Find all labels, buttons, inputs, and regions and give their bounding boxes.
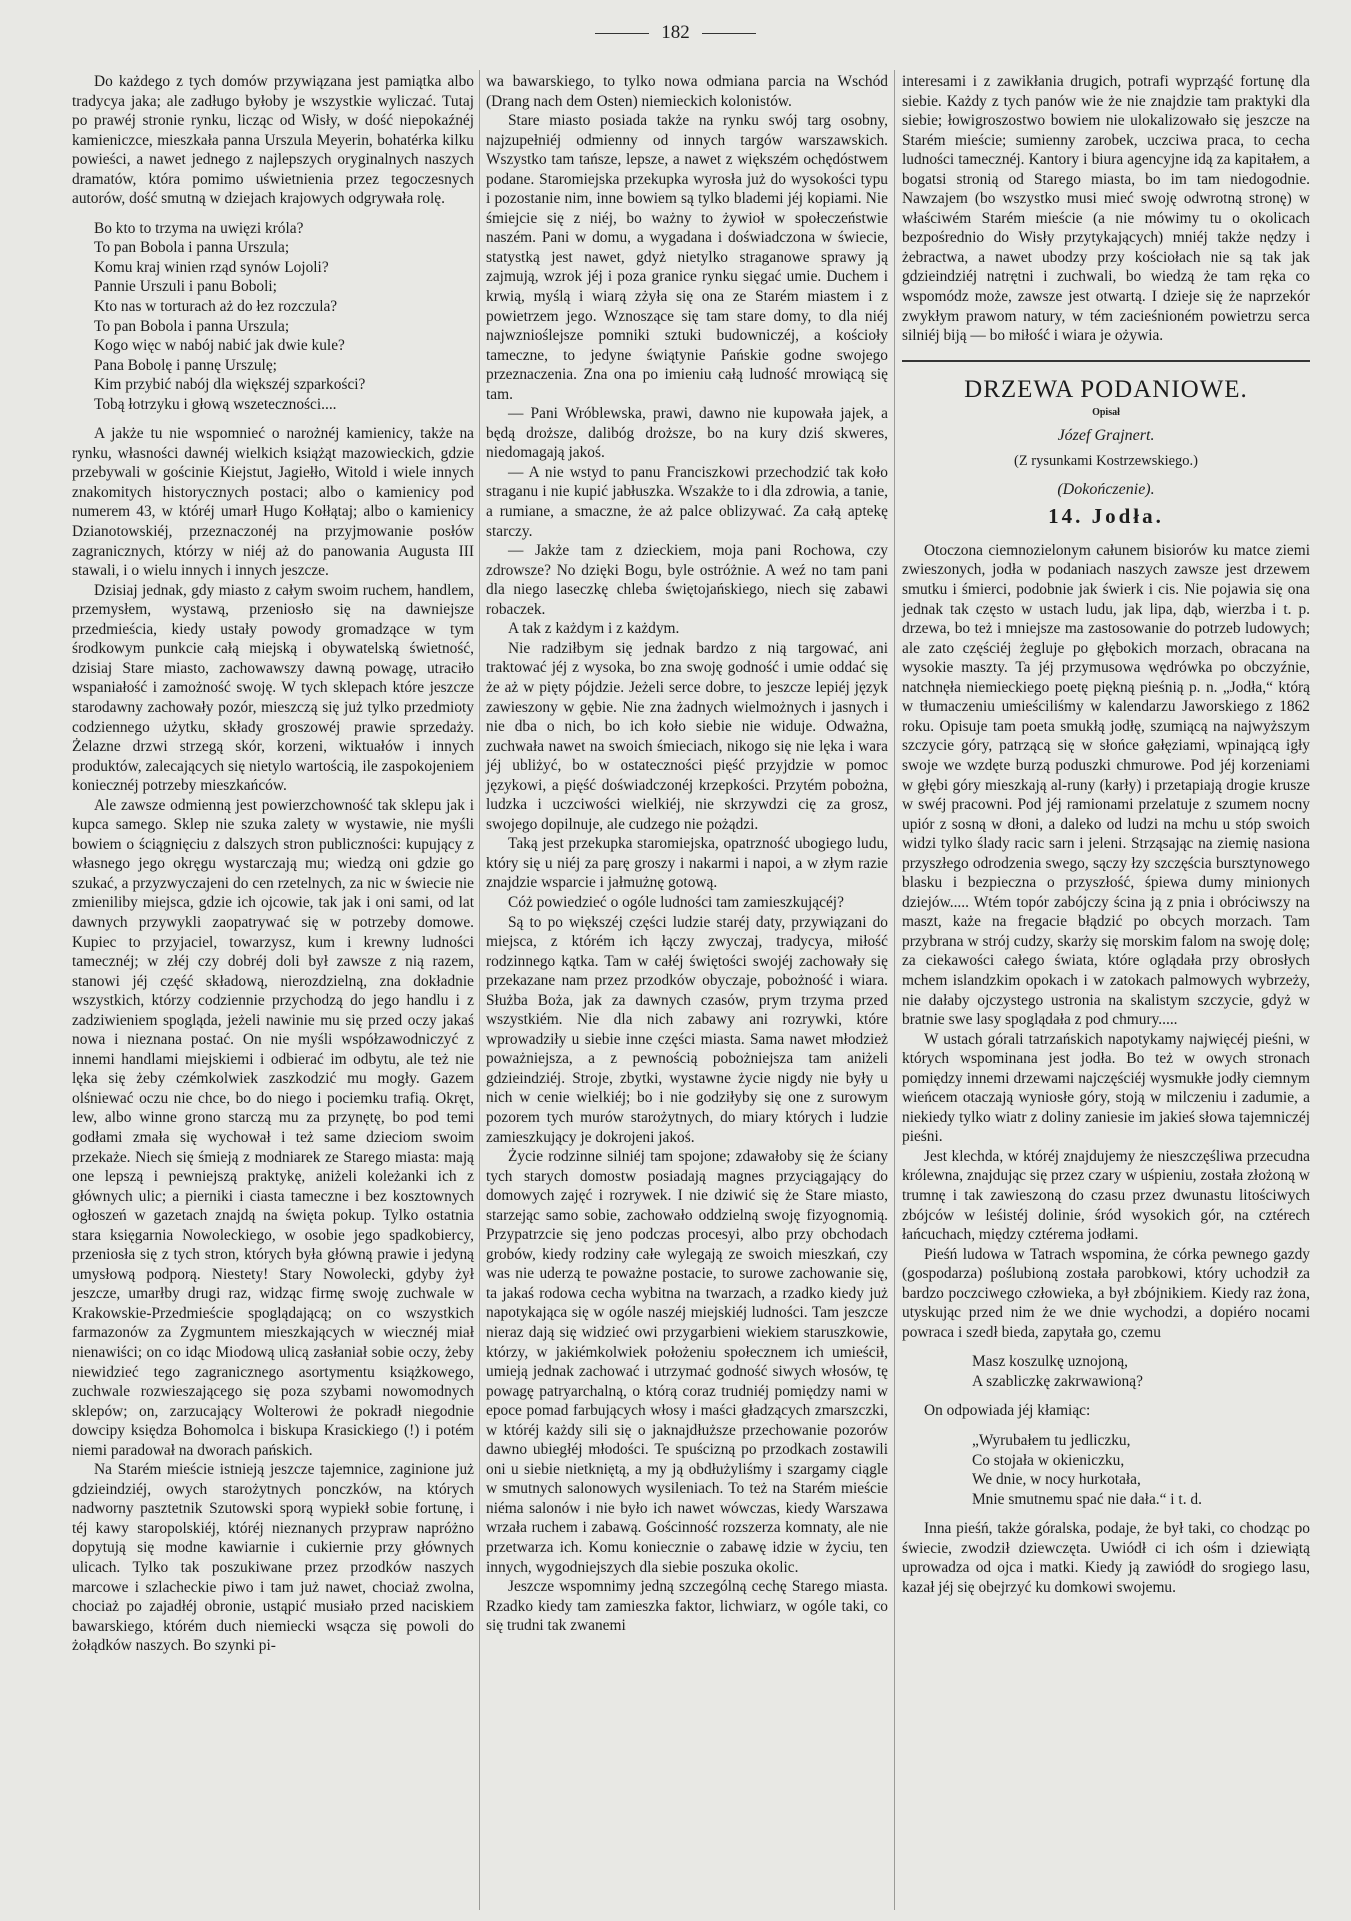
paragraph: Jeszcze wspomnimy jedną szczególną cechę Starego miasta. Rzadko kiedy tam zamieszka faktor, lichwiarz, w ogóle taki, co się trudni tak zwanemi xyxy=(486,1578,888,1635)
page-number-rule-left xyxy=(595,33,649,34)
verse-line: Masz koszulkę uznojoną, xyxy=(972,1353,1129,1371)
paragraph: Życie rodzinne silniéj tam spojone; zdawałoby się że ściany tych starych domostw posiadają magnes przyciągający do domowych zajęć i rozrywek. I nie dziwić się że Stare miasto, starzejąc samo sobie, zachowało oddzielną swoję fizyognomią. Przypatrzcie się jeno podczas procesyi, albo przy obchodach grobów, kiedy rodziny całe wylegają ze swoich mieszkań, czy was nie uderzą te poważne postacie, to surowe zachowanie się, ta jakaś rodowa cecha wybitna na twarzach, a rzadko kiedy już napotykająca się w ogóle naszéj miejskiéj ludności. Tam jeszcze nieraz dają się widzieć owi przygarbieni wiekiem staruszkowie, którzy, w jakiémkolwiek położeniu społecznem ich umieścił, umieją jednak zachować i utrzymać godność siwych włosów, tę powagę patryarchalną, o którą coraz trudniéj pomiędzy nami w epoce pomad farbujących włosy i maści gładzących zmarszczki, w któréj każdy sili się o jaknajdłuższe przechowanie pozorów dawno ubiegłéj młodości. Te spuścizną po przodkach zostawili oni u siebie nietkniętą, a my ją obdłużyliśmy i szargamy ciągle w smutnych salonowych wysileniach. To też na Starém mieście niéma salonów i nie było ich nawet wówczas, kiedy Warszawa wrzała ruchem i zabawą. Gościnność rozszerza komnaty, ale nie przetwarza ich. Komu koniecznie o zabawę idzie w życiu, ten innych, wygodniejszych dla siebie poszuka okolic. xyxy=(486,1148,888,1576)
paragraph: wa bawarskiego, to tylko nowa odmiana parcia na Wschód (Drang nach dem Osten) niemieckich kolonistów. xyxy=(486,73,888,110)
continuation-note: (Dokończenie). xyxy=(1057,480,1155,498)
paragraph: Stare miasto posiada także na rynku swój targ osobny, najzupełniéj odmienny od innych targów warszawskich. Wszystko tam tańsze, lepsze, a nawet z większém ochędóstwem podane. Staromiejska przekupka wyrosła już do wysokości typu i pozostanie nim, inne bowiem są tylko blademi jéj kopiami. Nie śmiejcie się z niéj, bo ważny to żywioł w społeczeństwie naszém. Pani w domu, a wygadana i doświadczona w świecie, statystką jest nawet, gdyż nietylko straganowe sprawy ją zajmują, wzrok jéj i poza granice rynku sięgać umie. Duchem i krwią, myślą i wiarą zżyła się ona ze Starém miastem i z powietrzem jego. Wznoszące się tam stare domy, to dla niéj najwznioślejsze pomniki sztuki budowniczéj, a kościoły tameczne, to jedyne świątynie Pańskie godne swojego przeznaczenia. Zna ona po imieniu całą ludność mrowiącą się tam. xyxy=(486,112,888,403)
page-number xyxy=(0,22,1351,44)
verse-block xyxy=(972,1352,1310,1391)
verse-line: Bo kto to trzyma na uwięzi króla? xyxy=(94,219,304,237)
paragraph: Nie radziłbym się jednak bardzo z nią targować, ani traktować jéj z wysoka, bo zna swoję godność i umie oddać się że aż w pięty pójdzie. Jeżeli serce dobre, to jeszcze lepiéj język zawieszony w gębie. Nie zna żadnych wielmożnych i jasnych i nie dba o nich, bo ich koło siebie nie widuje. Odważna, zuchwała nawet na swoich śmieciach, nikogo się nie lęka i wara jéj ubliżyć, bo w ostateczności pięść przyjdzie w pomoc językowi, a pięść doświadczonéj krzepkości. Przytém pobożna, ludzka i uczciwości wielkiéj, nie skrzywdzi cię za grosz, swojego dopilnuje, ale cudzego nie pożądzi. xyxy=(486,639,888,833)
verse-line: Pana Bobolę i pannę Urszulę; xyxy=(94,356,277,374)
paragraph: Do każdego z tych domów przywiązana jest pamiątka albo tradycya jaka; ale zadługo byłoby je wszystkie wyliczać. Tutaj po prawéj stronie rynku, licząc od Wisły, w dość niepokaźnéj kamieniczce, mieszkała panna Urszula Meyerin, bohatérka kilku powieści, a nawet jednego z najlepszych oryginalnych naszych dramatów, która pomimo uświetnienia przez tegoczesnych autorów, dość smutną w dziejach krajowych odgrywała rolę. xyxy=(72,73,474,208)
column-divider xyxy=(479,70,480,1910)
author-name: Józef Grajnert. xyxy=(1057,426,1155,444)
verse-line: Komu kraj winien rząd synów Lojoli? xyxy=(94,258,329,276)
verse-block xyxy=(972,1431,1310,1509)
verse-line: We dnie, w nocy hurkotała, xyxy=(972,1471,1141,1489)
paragraph: Cóż powiedzieć o ogóle ludności tam zamieszkującéj? xyxy=(508,893,844,911)
paragraph: Taką jest przekupka staromiejska, opatrzność ubogiego ludu, który się u niéj za parę groszy i nakarmi i napoi, a w złym razie znajdzie wsparcie i jałmużnę gotową. xyxy=(486,835,888,892)
paragraph: — Pani Wróblewska, prawi, dawno nie kupowała jajek, a będą droższe, dalibóg droższe, bo na kury dziś skweres, niedomagają jakoś. xyxy=(486,405,888,462)
paragraph: Pieśń ludowa w Tatrach wspomina, że córka pewnego gazdy (gospodarza) poślubioną została parobkowi, który uchodził za bardzo poczciwego człowieka, a był zbójnikiem. Kiedy raz żona, utyskując przed nim że we dnie wychodzi, a dopiéro nocami powraca i szedł bieda, zapytała go, czemu xyxy=(902,1245,1310,1341)
verse-line: „Wyrubałem tu jedliczku, xyxy=(972,1432,1131,1449)
page-number-text: 182 xyxy=(661,22,690,43)
byline-label: Opisał xyxy=(1092,407,1120,419)
paragraph: A jakże tu nie wspomnieć o narożnéj kamienicy, także na rynku, własności dawnéj wielkich książąt mazowieckich, gdzie przebywali w gościnie Kiejstut, Jagiełło, Witold i wiele innych znakomitych historycznych postaci; albo o kamienicy pod numerem 43, w któréj umarł Hugo Kołłątaj; albo o kamienicy Dzianotowskiéj, przeznaczonéj na przyjmowanie posłów zagranicznych, którzy w niéj aż do panowania Augusta III stawali, i o wielu innych i innych jeszcze. xyxy=(72,425,474,580)
column-2 xyxy=(486,72,888,1636)
paragraph: Otoczona ciemnozielonym całunem bisiorów ku matce ziemi zwieszonych, jodła w podaniach naszych zawsze jest drzewem smutku i śmierci, podobnie jak świerk i cis. Nie pojawia się ona jednak tak często w ustach ludu, jak lipa, dąb, wierzba i t. p. drzewa, bo też i mniejsze ma zastosowanie do potrzeb ludowych; ale zato częściéj żegluje po głębokich morzach, obracana na wysokie maszty. Ta jéj przymusowa wędrówka po obczyźnie, natchnęła niemieckiego poetę piękną pieśnią p. n. „Jodła,“ którą w tłumaczeniu umieściliśmy w kalendarzu Jaworskiego z 1862 roku. Opisuje tam poeta smukłą jodłę, szumiącą na najwyższym szczycie góry, patrzącą się w słońce gałęziami, wpinającą igły swoje we wzdęte burzą poduszki chmurowe. Pod jéj korzeniami w głębi góry mieszkają al-runy (karły) i przetapiają drogie krusze w swéj pracowni. Pod jéj ramionami przelatuje z szumem nocny upiór z sosną w dłoni, a daleko od ludzi na mchu u stóp swoich widzi tylko ślady racic sarn i jeleni. Strząsając na ziemię nasiona przyszłego odrodzenia swego, sączy łzy szczęścia bursztynowego blasku i bezpieczna o przyszłość, śpiewa dumy minionych dziejów..... Wtém topór zabójczy ścina ją z pnia i obróciwszy na maszt, każe na fregacie błądzić po obcych morzach. Tam przybrana w strój cudzy, skarży się morskim falom na swoję dolę; za ciekawości całego świata, które oglądała przy obrosłych mchem islandzkim opokach i w zatokach palmowych wybrzeży, nie dałaby ojczystego ustronia na skalistym szczycie, gdyż w bratnie swe lasy spoglądała z pod chmury..... xyxy=(902,541,1310,1029)
paragraph: — A nie wstyd to panu Franciszkowi przechodzić tak koło straganu i nie kupić jabłuszka. Wszakże to i dla zdrowia, a tanie, a rumiane, a smaczne, że aż palce oblizywać. Za całą aptekę starczy. xyxy=(486,463,888,540)
paragraph: On odpowiada jéj kłamiąc: xyxy=(924,1402,1091,1420)
verse-line: Kim przybić nabój dla większéj szparkości? xyxy=(94,376,366,394)
verse-line: To pan Bobola i panna Urszula; xyxy=(94,239,290,257)
article-title: DRZEWA PODANIOWE. xyxy=(964,375,1248,403)
page-number-rule-right xyxy=(702,33,756,34)
paragraph: A tak z każdym i z każdym. xyxy=(508,620,680,638)
verse-line: Kogo więc w nabój nabić jak dwie kule? xyxy=(94,337,345,355)
section-heading: 14. Jodła. xyxy=(1048,504,1164,529)
column-3 xyxy=(902,72,1310,1597)
verse-line: Mnie smutnemu spać nie dała.“ i t. d. xyxy=(972,1490,1202,1508)
verse-line: To pan Bobola i panna Urszula; xyxy=(94,317,290,335)
paragraph: Inna pieśń, także góralska, podaje, że był taki, co chodząc po świecie, zwodził dziewczęta. Uwiódł ci ich ośm i dziewiątą uprowadza od ojca i matki. Kiedy ją zawiódł do srogiego lasu, kazał jéj się obejrzyć ku domkowi swojemu. xyxy=(902,1520,1310,1596)
column-divider xyxy=(894,70,895,1910)
paragraph: — Jakże tam z dzieckiem, moja pani Rochowa, czy zdrowsze? No dzięki Bogu, byle ostróżnie. A weź no tam pani dla niego laseczkę chleba świętojańskiego, niech się zabawi robaczek. xyxy=(486,542,888,618)
paragraph: Są to po większéj części ludzie staréj daty, przywiązani do miejsca, z którém ich łączy zwyczaj, tradycya, miłość rodzinnego kątka. Tam w całéj świętości swojéj zachowały się przekazane nam przez przodków obyczaje, pobożność i wiara. Służba Boża, jak za dawnych czasów, prym trzyma przed wszystkiém. Nie dla nich zabawy ani rozrywki, które wprowadziły u siebie inne części miasta. Sama nawet młodzież poważniejsza, a z pewnością pobożniejsza tam aniżeli gdzieindziéj. Stroje, zbytki, wystawne życie nigdy nie były u nich w cenie wielkiéj; bo i nie godziłyby się one z surowym pozorem tych murów starożytnych, do miary których i ludzie zamieszkujący je dokrojeni jakoś. xyxy=(486,913,888,1146)
verse-line: Kto nas w torturach aż do łez rozczula? xyxy=(94,298,338,316)
verse-block xyxy=(94,219,474,414)
paragraph: interesami i z zawikłania drugich, potrafi wyprząść fortunę dla siebie. Każdy z tych panów wie że nie znajdzie tam praktyki dla siebie; łowigroszostwo bowiem nie ulokalizowało się jeszcze na Starém mieście; sumienny zarobek, uczciwa praca, to cecha ludności tamecznéj. Kantory i biura agencyjne idą za kapitałem, a bogatsi stronią od Starego miasta, bo im tam niedogodnie. Nawzajem (bo wszystko musi mieć swoję odwrotną stronę) w właściwém Starém mieście (a nie mówimy tu o okolicach bezpośrednio do Wisły przytykających) mniéj także nędzy i żebractwa, a nawet ubodzy przy kościołach nie są tak jak gdzieindziéj natrętni i zuchwali, bo wiedzą że tam ręka co wspomódz może, zawsze jest otwartą. I dzieje się że naprzekór zwykłym prawom natury, w tém zacieśnioném powietrzu serca silniéj biją — bo miłość i wiara je ożywia. xyxy=(902,73,1310,345)
paragraph: Na Starém mieście istnieją jeszcze tajemnice, zaginione już gdzieindziéj, owych starożytnych ponczków, na których nadworny pasztetnik Szutowski sporą wypiekł sobie fortunę, i téj kawy staropolskiéj, któréj nieznanych przypraw napróżno dopytują się modne kawiarnie i cukiernie przy głównych ulicach. Tylko tak poszukiwane przez przodków naszych marcowe i szlacheckie piwo i tam już nawet, chociaż zwolna, chociaż po zajadłéj obronie, ustąpić musiało przed naciskiem bawarskiego, którém duch niemiecki wsącza się powoli do żołądków naszych. Bo szynki pi- xyxy=(72,1461,474,1655)
paragraph: Jest klechda, w któréj znajdujemy że nieszczęśliwa przecudna królewna, znajdując się przez czary w uśpieniu, została złożoną w trumnę i tak zawieszoną do czasu przez dwunastu litościwych zbójców w leśistéj dolinie, śród wysokich gór, na cztérech łańcuchach, między cztérema jodłami. xyxy=(902,1147,1310,1244)
verse-line: A szabliczkę zakrwawioną? xyxy=(972,1372,1143,1390)
verse-line: Pannie Urszuli i panu Boboli; xyxy=(94,278,277,296)
verse-line: Co stojała w okieniczku, xyxy=(972,1451,1125,1469)
section-divider xyxy=(902,360,1310,362)
paragraph: Dzisiaj jednak, gdy miasto z całym swoim ruchem, handlem, przemysłem, wystawą, przeniosło się na dawniejsze przedmieścia, kiedy ustały powody gromadzące w tym środkowym punkcie całą miejską i obywatelską świetność, dzisiaj Stare miasto, zachowawszy dawną powagę, utraciło wspaniałość i zamożność swoję. W tych sklepach które jeszcze starodawny zachowały pozór, mieszczą się już tylko przedmioty codziennego użytku, składy groszowéj prawie sprzedaży. Żelazne drzwi strzegą skór, korzeni, wiktuałów i innych produktów, zalecających się nietylo wartością, ile zaspokojeniem koniecznéj potrzeby mieszkańców. xyxy=(72,581,474,795)
illustration-credit: (Z rysunkami Kostrzewskiego.) xyxy=(1013,453,1199,470)
column-1 xyxy=(72,72,474,1656)
verse-line: Tobą łotrzyku i głową wszeteczności.... xyxy=(94,395,337,413)
paragraph: W ustach górali tatrzańskich napotykamy najwięcéj pieśni, w których wspominana jest jodła. Bo też w owych stronach pomiędzy innemi drzewami najczęściéj wysmukłe jodły ciemnym wieńcem otaczają wyniosłe góry, stoją w milczeniu i zadumie, a niekiedy tylko wiatr z doliny zaniesie im jakieś słowa tajemniczéj pieśni. xyxy=(902,1030,1310,1146)
paragraph: Ale zawsze odmienną jest powierzchowność tak sklepu jak i kupca samego. Sklep nie szuka zalety w wystawie, nie myśli bowiem o ściągnięciu z dalszych stron publiczności: kupujący z własnego jego okręgu wystarczają mu; wiedzą oni gdzie go szukać, a przyzwyczajeni do cen rzetelnych, za nic w świecie nie zmieniliby miejsca, gdzie ich ojcowie, tak jak i oni sami, od lat dawnych przywykli zaopatrywać się w potrzeby domowe. Kupiec to przyjaciel, towarzysz, kum i krewny ludności tamecznéj; w złéj czy dobréj doli był zawsze z nią razem, stanowi jéj część składową, nierozdzielną, zna dokładnie wszystkich, którzy codziennie przychodzą do jego handlu i z zadziwieniem spogląda, jeżeli nawinie mu się przed oczy jakaś nowa i nieznana postać. On nie myśli współzawodniczyć z innemi handlami miejskiemi i odbierać im odbytu, ale też nie lęka się żeby czémkolwiek zaszkodzić mu mogły. Gazem olśniewać oczu nie chce, bo do niego i pociemku trafią. Okręt, lew, albo winne grono starczą mu za przynętę, bo pod temi godłami zmała się wychował i też same dzieciom swoim przekaże. Niech się śmieją z modniarek ze Starego miasta: mają one lepszą i pewniejszą praktykę, aniżeli koleżanki ich z głównych ulic; a pierniki i ciasta tameczne i bez kosztownych ogłoszeń w gazetach znajdą na święta pokup. Tylko ostatnia stara księgarnia Nowoleckiego, w osobie jego spadkobiercy, przeniosła się z tych stron, których była główną prawie i jedyną umysłową podporą. Niestety! Stary Nowolecki, gdyby żył jeszcze, umarłby drugi raz, widząc firmę swoję zuchwale w Krakowskie-Przedmieście spoglądającą; on co wszystkich farmazonów za Zygmuntem mieszkających w wiecznéj miał nienawiści; on co idąc Miodową ulicą zasłaniał sobie oczy, żeby niewidzieć tego zagranicznego asortymentu książkowego, zuchwale rozwieszającego się poza szybami nowomodnych sklepów; on, zarzucający Wolterowi że pokradł niegodnie dowcipy księdza Bohomolca i biskupa Krasickiego (!) i potém niemi paradował na dworach pańskich. xyxy=(72,796,474,1459)
